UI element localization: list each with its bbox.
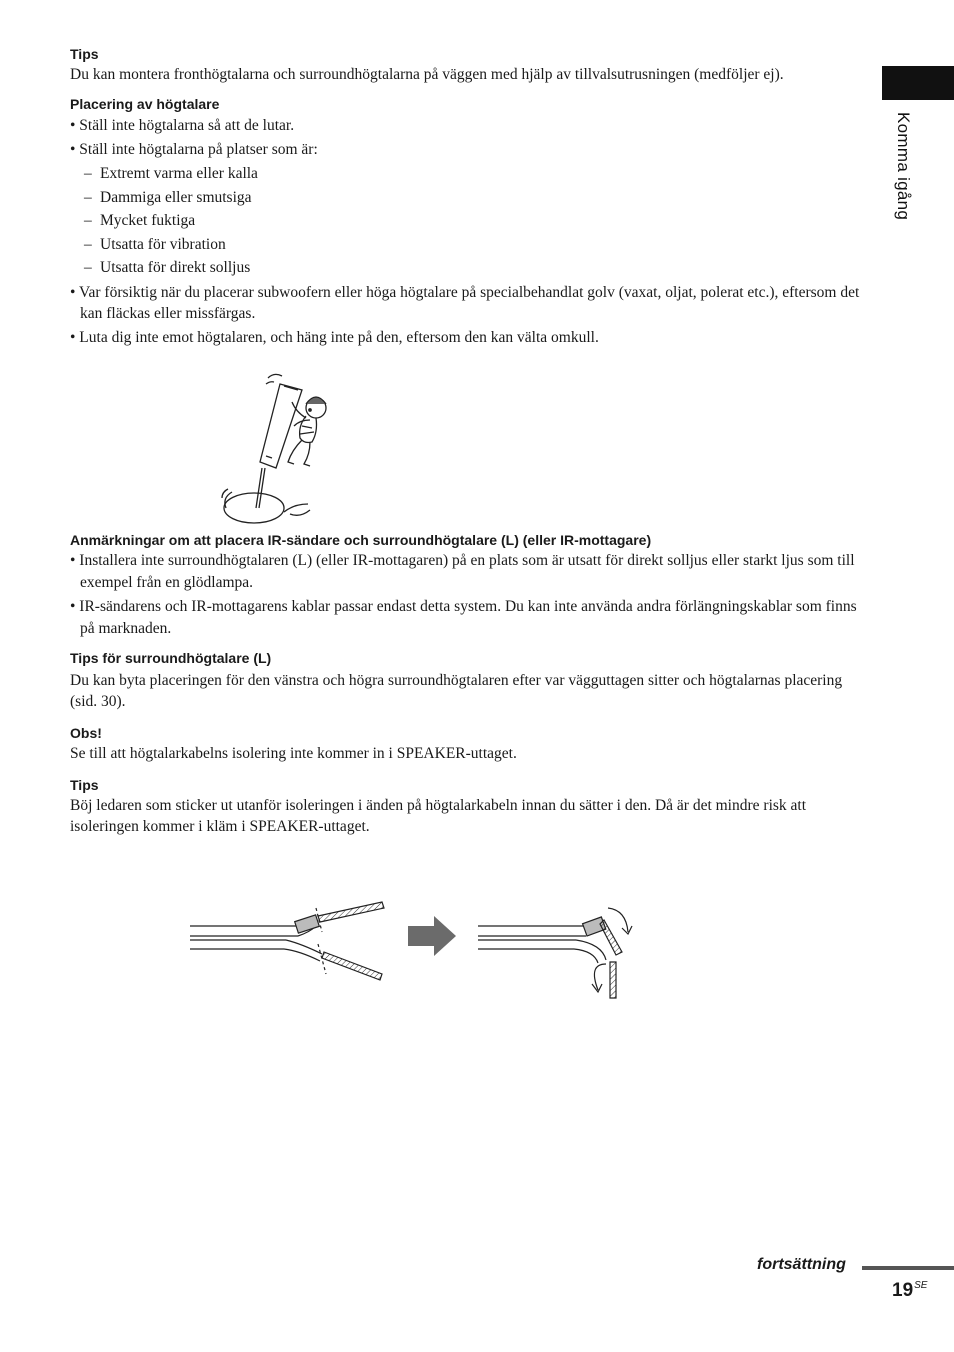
page-number: $19^{SE}$ xyxy=(892,1280,928,1301)
continued-line xyxy=(862,1266,954,1270)
tips-text: Du kan montera fronthögtalarna och surroundhögtalarna på väggen med hjälp av tillvalsutrusningen (medföljer ej). xyxy=(70,66,784,83)
cable-after xyxy=(478,908,632,998)
surround-tips-text: Du kan byta placeringen för den vänstra och högra surroundhögtalaren efter var vägguttagen sitter och högtalarnas placering (sid. 30). xyxy=(70,672,843,710)
obs-text: Se till att högtalarkabelns isolering inte kommer in i SPEAKER-uttaget. xyxy=(70,745,517,762)
section-side-title: Komma igång xyxy=(894,112,913,221)
continued-label: fortsättning xyxy=(757,1256,846,1273)
placement-dash-item: – Extremt varma eller kalla xyxy=(84,165,258,182)
placement-dash-item: – Mycket fuktiga xyxy=(84,212,196,229)
placement-bullet: • Ställ inte högtalarna på platser som är: xyxy=(70,141,318,158)
tips-heading: Tips xyxy=(70,46,99,62)
placement-dash-item: – Dammiga eller smutsiga xyxy=(84,188,252,206)
surround-tips-heading: Tips för surroundhögtalare (L) xyxy=(70,650,272,666)
person-hanging-on-speaker-illustration xyxy=(210,368,340,536)
obs-heading: Obs! xyxy=(70,725,102,741)
tips2-heading: Tips xyxy=(70,777,99,793)
ir-notes-bullet: • Installera inte surroundhögtalaren (L) (eller IR-mottagaren) på en plats som är utsatt för direkt solljus eller starkt ljus som till exempel från en glödlampa. xyxy=(70,552,855,591)
page-content xyxy=(70,44,860,837)
placement-bullet: • Ställ inte högtalarna så att de lutar. xyxy=(70,117,295,134)
placement-heading: Placering av högtalare xyxy=(70,96,220,112)
right-arrow-icon xyxy=(408,916,456,956)
cable-before xyxy=(190,902,384,980)
section-tab-marker xyxy=(882,66,954,100)
ir-notes-heading: Anmärkningar om att placera IR-sändare och surroundhögtalare (L) (eller IR-mottagare) xyxy=(70,532,652,548)
placement-bullet: • Luta dig inte emot högtalaren, och häng inte på den, eftersom den kan välta omkull. xyxy=(70,328,599,346)
tips2-text: Böj ledaren som sticker ut utanför isoleringen i änden på högtalarkabeln innan du sätter i den. Då är det mindre risk att isoleringen kommer i kläm i SPEAKER-uttaget. xyxy=(70,797,807,835)
placement-dash-item: – Utsatta för vibration xyxy=(84,235,226,253)
placement-bullet: • Var försiktig när du placerar subwoofern eller höga högtalare på specialbehandlat golv (vaxat, oljat, polerat etc.), eftersom det kan fläckas eller missfärgas. xyxy=(70,283,860,322)
ir-notes-bullet: • IR-sändarens och IR-mottagarens kablar passar endast detta system. Du kan inte använda andra förlängningskablar som finns på marknaden. xyxy=(70,598,857,637)
placement-dash-item: – Utsatta för direkt solljus xyxy=(84,259,251,276)
speaker-cable-bending-illustration xyxy=(186,894,636,1000)
